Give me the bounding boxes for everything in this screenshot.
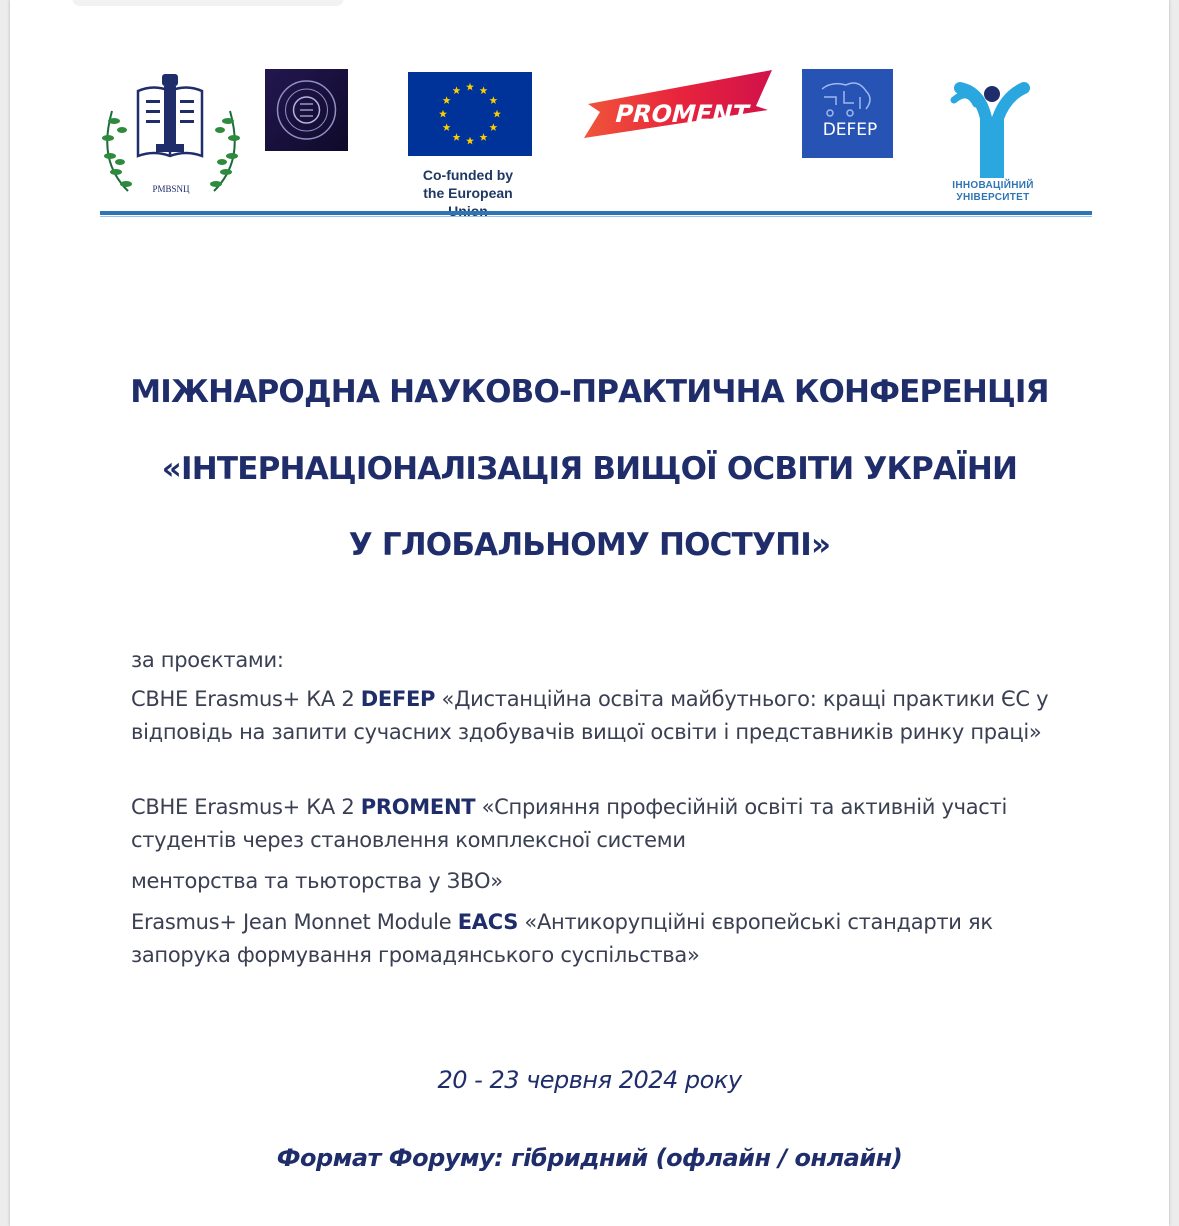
eu-flag-logo [408, 72, 532, 156]
defep-logo [802, 69, 893, 158]
innov-caption-line1: ІННОВАЦІЙНИЙ [952, 180, 1034, 191]
project-proment-continuation [131, 865, 1081, 898]
project-description: «Антикорупційні європейські стандарти як запорука формування громадянського суспільства» [131, 910, 993, 967]
project-eacs [131, 906, 1081, 972]
innov-caption-line2: УНІВЕРСИТЕТ [956, 192, 1030, 203]
conference-dates: 20 - 23 червня 2024 року [437, 1066, 742, 1094]
project-proment [131, 791, 1081, 857]
header-divider-thin [100, 216, 1092, 217]
projects-intro: за проєктами: [131, 648, 284, 672]
seal-logo [265, 69, 348, 151]
project-description: «Сприяння професійній освіті та активній участі студентів через становлення комплексної системи [131, 795, 1007, 852]
project-code: DEFEP [360, 687, 436, 711]
project-description: менторства та тьюторства у ЗВО» [131, 869, 503, 893]
toolbar-pill [72, 0, 344, 6]
defep-wordmark: DEFEP [822, 120, 878, 140]
eu-caption-line1: Co-funded by [422, 167, 514, 183]
project-code: PROMENT [360, 795, 476, 819]
crest-label: РМВSNЦ [152, 184, 190, 194]
eu-caption-line2: the European [423, 185, 513, 201]
project-code: EACS [457, 910, 519, 934]
project-prefix: СВНЕ Erasmus+ КА 2 [131, 795, 361, 819]
proment-wordmark: PROMENT [611, 99, 753, 128]
project-defep [131, 683, 1081, 749]
conference-title-line3: У ГЛОБАЛЬНОМУ ПОСТУПІ» [348, 527, 831, 563]
project-description: «Дистанційна освіта майбутнього: кращі практики ЄС у відповідь на запити сучасних здобувачів вищої освіти і представників ринку праці» [131, 687, 1049, 744]
proment-logo [580, 66, 780, 142]
innovative-university-caption [938, 180, 1048, 204]
conference-title-line2: «ІНТЕРНАЦІОНАЛІЗАЦІЯ ВИЩОЇ ОСВІТИ УКРАЇНИ [161, 451, 1018, 487]
header-divider [100, 211, 1092, 215]
document-page [10, 0, 1169, 1226]
project-prefix: Erasmus+ Jean Monnet Module [131, 910, 458, 934]
innovative-university-logo [950, 78, 1036, 178]
forum-format: Формат Форуму: гібридний (офлайн / онлайн) [276, 1144, 903, 1172]
university-crest-logo [98, 66, 244, 204]
conference-title-line1: МІЖНАРОДНА НАУКОВО-ПРАКТИЧНА КОНФЕРЕНЦІЯ [130, 374, 1049, 410]
project-prefix: СВНЕ Erasmus+ КА 2 [131, 687, 361, 711]
